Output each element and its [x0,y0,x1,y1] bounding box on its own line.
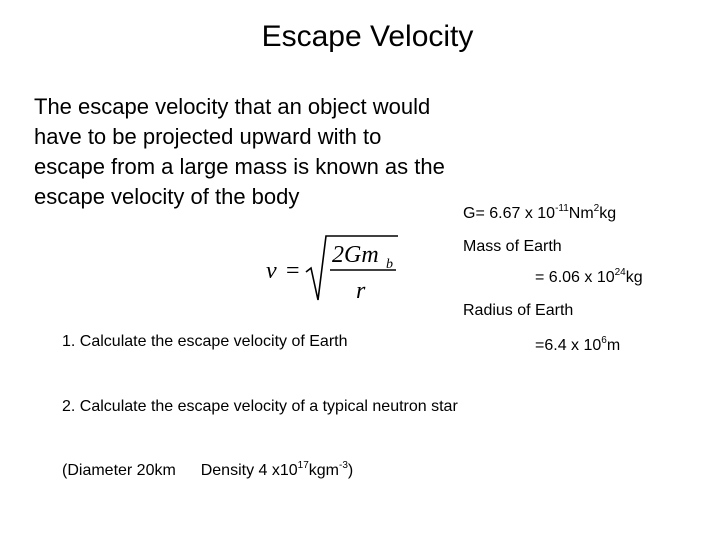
formula-denominator: r [356,278,366,304]
intro-line-2: have to be projected upward with to [34,124,382,149]
neutron-star-density: Density 4 $x10^{17}kgm^{-3}$) [200,460,354,479]
neutron-star-parameters [62,462,353,480]
formula-equals: = [286,258,300,284]
escape-velocity-formula [262,232,402,306]
mass-of-earth-value: = 6.06 x $10^{24}kg$ [535,267,643,286]
question-1: 1. Calculate the escape velocity of Earth [62,333,348,350]
question-2: 2. Calculate the escape velocity of a typical neutron star [62,398,458,415]
neutron-star-diameter: (Diameter 20km [62,462,176,479]
formula-graphic [262,232,402,306]
radius-of-earth-label: Radius of Earth [463,302,574,319]
intro-line-3: escape from a large mass is known as the [34,154,445,179]
formula-lhs: v [266,258,277,284]
mass-of-earth-label: Mass of Earth [463,238,562,255]
radius-of-earth-value: =6.4 x $10^6m$ [535,335,621,354]
formula-numerator: 2Gm [332,242,379,268]
slide-title: Escape Velocity [261,20,474,53]
intro-line-4: escape velocity of the body [34,184,300,209]
intro-line-1: The escape velocity that an object would [34,94,431,119]
intro-paragraph [34,92,514,212]
formula-numerator-subscript: b [386,257,393,272]
gravitational-constant: G= 6.67 x $10^{-11}Nm^2kg$ [463,203,617,222]
